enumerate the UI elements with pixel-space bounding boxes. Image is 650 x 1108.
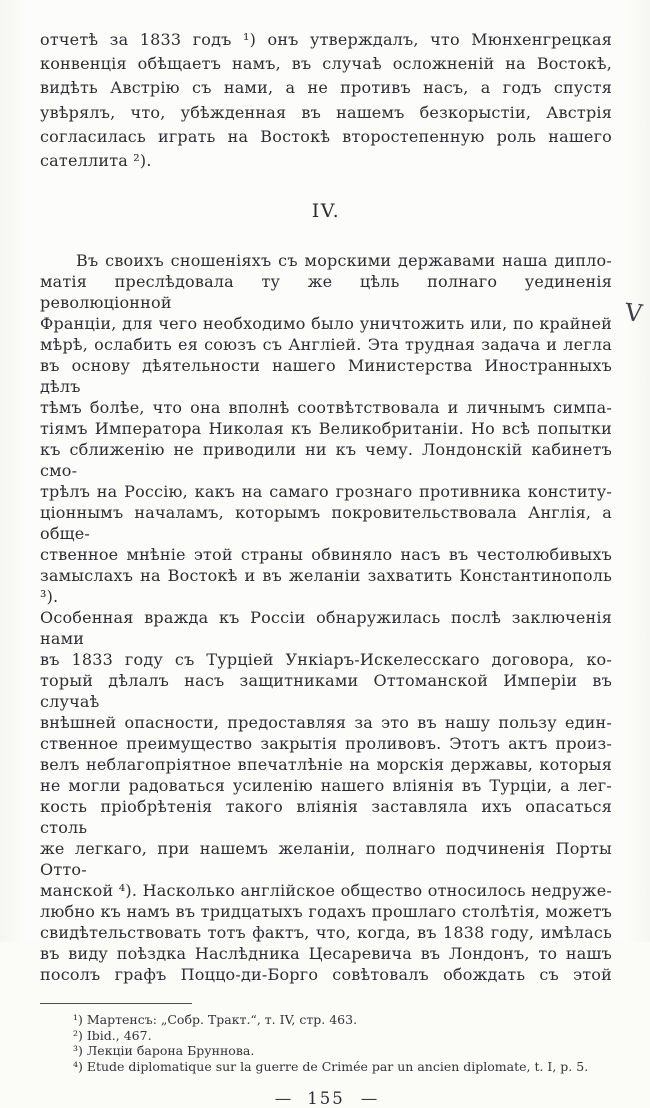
text-line: велъ неблагопріятное впечатлѣніе на морскія державы, которыя <box>40 755 612 775</box>
text-line: кость пріобрѣтенія такого вліянія заставляла ихъ опасаться столь <box>40 797 612 838</box>
text-line: посолъ графъ Поццо-ди-Борго совѣтовалъ обождать съ этой <box>40 965 612 985</box>
text-line: мѣрѣ, ослабить ея союзъ съ Англіей. Эта трудная задача и легла <box>40 335 612 355</box>
page-number-dash-left: — <box>274 1088 292 1108</box>
page-number-dash-right: — <box>360 1088 378 1108</box>
paragraph-main <box>40 250 612 985</box>
text-line: матія преслѣдовала ту же цѣль полнаго уединенія революціонной <box>40 272 612 313</box>
text-line: увѣрялъ, что, убѣжденная въ нашемъ безкорыстіи, Австрія <box>40 102 612 122</box>
footnote-line: ¹) Мартенсъ: „Собр. Тракт.“, т. IV, стр. 463. <box>73 1012 358 1028</box>
text-line: въ виду поѣздка Наслѣдника Цесаревича въ Лондонъ, то нашъ <box>40 944 612 964</box>
text-line: ственное преимущество закрытія проливовъ. Этотъ актъ произ- <box>40 734 612 754</box>
footnote-line: ³) Лекціи барона Бруннова. <box>73 1043 255 1059</box>
text-line: ственное мнѣніе этой страны обвиняло насъ въ честолюбивыхъ <box>40 545 612 565</box>
text-line: отчетѣ за 1833 годъ ¹) онъ утверждалъ, что Мюнхенгрецкая <box>40 30 612 49</box>
text-line: любно къ намъ въ тридцатыхъ годахъ прошлаго столѣтія, можетъ <box>40 902 612 922</box>
section-heading: IV. <box>311 200 341 223</box>
text-line: сателлита ²). <box>40 151 152 171</box>
footnote-line: ⁴) Etude diplomatique sur la guerre de Crimée par un ancien diplomate, t. I, p. 5. <box>73 1059 589 1074</box>
paragraph-continuation <box>40 28 612 173</box>
footnote-separator <box>40 1003 192 1004</box>
text-line: не могли радоваться усиленію нашего вліянія въ Турціи, а лег- <box>40 776 612 796</box>
text-line: тіямъ Императора Николая къ Великобританіи. Но всѣ попытки <box>40 419 612 439</box>
text-line: ціоннымъ началамъ, которымъ покровительствовала Англія, а обще- <box>40 503 612 544</box>
text-line: внѣшней опасности, предоставляя за это въ нашу пользу един- <box>40 713 612 733</box>
text-line: тѣмъ болѣе, что она вполнѣ соотвѣтствовала и личнымъ симпа- <box>40 398 612 418</box>
text-line: торый дѣлалъ насъ защитниками Оттоманской Имперіи въ случаѣ <box>40 671 612 712</box>
text-line: же легкаго, при нашемъ желаніи, полнаго подчиненія Порты Отто- <box>40 839 612 880</box>
margin-check-mark: V <box>623 298 644 328</box>
text-line: Особенная вражда къ Россіи обнаружилась послѣ заключенія нами <box>40 608 612 649</box>
text-line: къ сближенію не приводили ни къ чему. Лондонскій кабинетъ смо- <box>40 440 612 481</box>
text-line: согласилась играть на Востокѣ второстепенную роль нашего <box>40 126 612 146</box>
page-number <box>40 1089 612 1108</box>
text-line: манской ⁴). Насколько англійское общество относилось недруже- <box>40 881 612 901</box>
text-line: замыслахъ на Востокѣ и въ желаніи захватить Константинополь ³). <box>40 566 612 607</box>
text-line: свидѣтельствовать тотъ фактъ, что, когда, въ 1838 году, имѣлась <box>40 923 612 943</box>
text-line: Въ своихъ сношеніяхъ съ морскими державами наша дипло- <box>76 251 612 271</box>
text-line: трѣлъ на Россію, какъ на самаго грознаго противника конститу- <box>40 482 612 502</box>
text-line: конвенція обѣщаетъ намъ, въ случаѣ осложненій на Востокѣ, <box>40 54 612 74</box>
footnotes-block <box>40 1012 612 1074</box>
text-line: Франціи, для чего необходимо было уничтожить или, по крайней <box>40 314 612 334</box>
footnote-line: ²) Ibid., 467. <box>73 1027 152 1043</box>
page-number-value: 155 <box>307 1088 345 1108</box>
text-line: въ 1833 году съ Турціей Ункіаръ-Искелесскаго договора, ко- <box>40 650 612 670</box>
text-line: видѣть Австрію съ нами, а не противъ насъ, а годъ спустя <box>40 78 612 98</box>
text-line: въ основу дѣятельности нашего Министерства Иностранныхъ дѣлъ <box>40 356 612 397</box>
